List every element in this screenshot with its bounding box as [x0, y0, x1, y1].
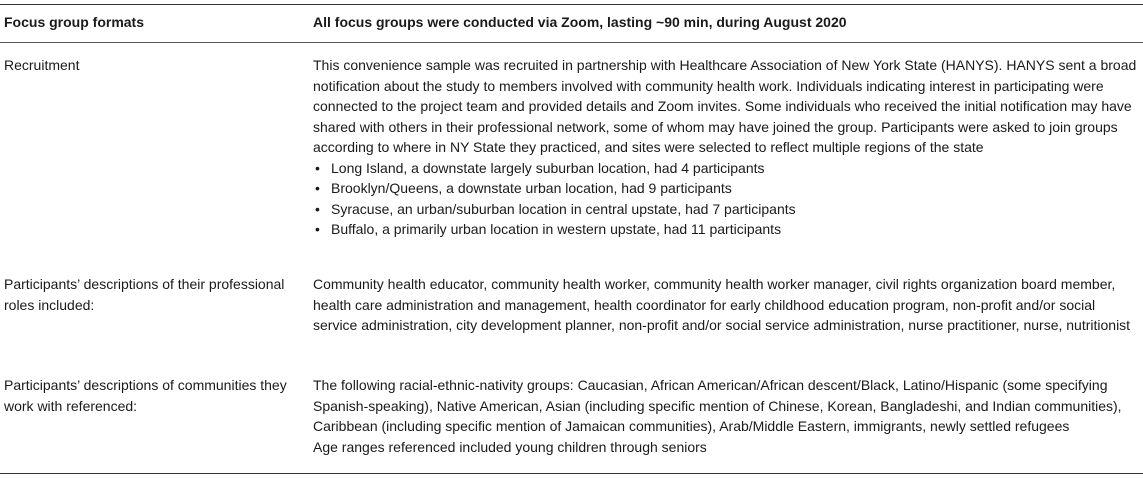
row-content-professional-roles [313, 274, 1139, 336]
row-label-professional-roles: Participants’ descriptions of their professional roles included: [4, 276, 285, 313]
row-content-recruitment [313, 55, 1139, 240]
site-list [313, 158, 1139, 240]
list-item-site: • Buffalo, a primarily urban location in western upstate, had 11 participants [313, 219, 1139, 240]
age-ranges-paragraph: Age ranges referenced included young children through seniors [313, 438, 707, 455]
header-divider-rule [0, 42, 1143, 43]
communities-paragraph: The following racial-ethnic-nativity groups: Caucasian, African American/African descent/Black, Latino/Hispanic (some specifying Spanish-speaking), Native American, Asian (including specific mention of Chinese, Korean, Bangladeshi, and Indian communities), Caribbean (including specific mention of Jamaican communities), Arab/Middle Eastern, immigrants, newly settled refugees [313, 377, 1122, 434]
row-content-communities [313, 375, 1139, 457]
recruitment-paragraph: This convenience sample was recruited in partnership with Healthcare Association of New York State (HANYS). HANYS sent a broad notification about the study to members involved with community health work. Individuals indicating interest in participating were connected to the project team and provided details and Zoom invites. Some individuals who received the initial notification may have shared with others in their professional network, some of whom may have joined the group. Participants were asked to join groups according to where in NY State they practiced, and sites were selected to reflect multiple regions of the state [313, 57, 1137, 155]
column-header-description: All focus groups were conducted via Zoom, lasting ~90 min, during August 2020 [313, 14, 847, 30]
row-label-recruitment: Recruitment [4, 57, 80, 73]
roles-paragraph: Community health educator, community health worker, community health worker manager, civil rights organization board member, health care administration and management, health coordinator for early childhood education program, non-profit and/or social service administration, city development planner, non-profit and/or social service administration, nurse practitioner, nurse, nutritionist [313, 276, 1131, 333]
table-top-rule [0, 4, 1143, 5]
list-item-site: • Long Island, a downstate largely suburban location, had 4 participants [313, 158, 1139, 179]
table-bottom-rule [0, 473, 1143, 474]
list-item-site: • Brooklyn/Queens, a downstate urban location, had 9 participants [313, 178, 1139, 199]
column-header-formats: Focus group formats [4, 14, 145, 30]
list-item-site: • Syracuse, an urban/suburban location in central upstate, had 7 participants [313, 199, 1139, 220]
row-label-communities: Participants’ descriptions of communities they work with referenced: [4, 377, 287, 414]
